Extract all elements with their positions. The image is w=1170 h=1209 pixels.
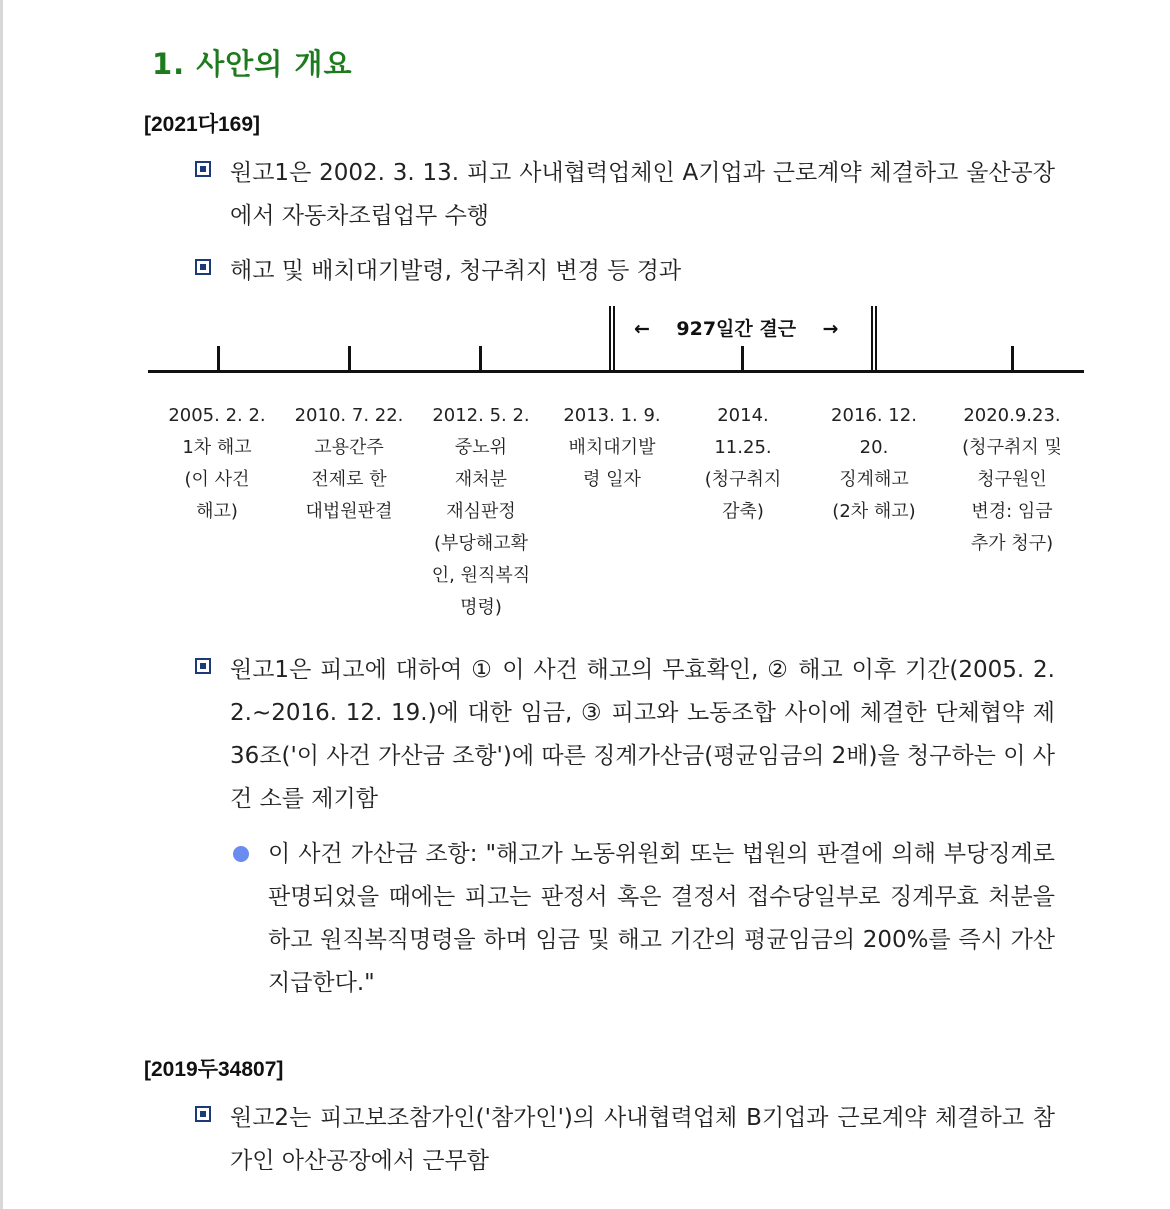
section-title: 1. 사안의 개요 [152, 47, 353, 81]
timeline-tick [1011, 346, 1014, 372]
timeline [148, 300, 1084, 630]
sub-text: 이 사건 가산금 조항: "해고가 노동위원회 또는 법원의 판결에 의해 부당징계로 판명되었을 때에는 피고는 판정서 혹은 결정서 접수당일부로 징계무효 처분을 하고 원직복직명령을 하며 임금 및 해고 기간의 평균임금의 200%를 즉시 가산 지급한다." [268, 841, 1055, 996]
timeline-event-2005: 2005. 2. 2. 1차 해고 (이 사건 해고) [168, 405, 266, 522]
timeline-tick [741, 346, 744, 372]
timeline-tick [348, 346, 351, 372]
span-start-marker [609, 306, 615, 372]
span-end-marker [871, 306, 877, 372]
case-label-2021da169: [2021다169] [144, 113, 261, 136]
bullet-text: 원고1은 피고에 대하여 ① 이 사건 해고의 무효확인, ② 해고 이후 기간(2005. 2. 2.~2016. 12. 19.)에 대한 임금, ③ 피고와 노동조합 사이에 체결한 단체협약 제36조('이 사건 가산금 조항')에 따른 징계가산금(평균임금의 2배)을 청구하는 이 사건 소를 제기함 [230, 657, 1055, 812]
square-bullet-icon [195, 658, 211, 674]
square-bullet-icon [195, 161, 211, 177]
sub-item-surcharge-clause [233, 833, 1055, 1005]
case-label-2019du34807: [2019두34807] [144, 1058, 284, 1081]
circle-bullet-icon [233, 846, 249, 862]
bullet-item-claim [195, 649, 1055, 821]
timeline-event-2010: 2010. 7. 22. 고용간주 전제로 한 대법원판결 [294, 405, 404, 522]
bullet-item-contract [195, 152, 1055, 238]
timeline-tick [217, 346, 220, 372]
bullet-item-history [195, 250, 1055, 293]
bullet-text: 원고2는 피고보조참가인('참가인')의 사내협력업체 B기업과 근로계약 체결하고 참가인 아산공장에서 근무함 [230, 1105, 1055, 1174]
timeline-tick [479, 346, 482, 372]
timeline-event-2012: 2012. 5. 2. 중노위 재처분 재심판정 (부당해고확 인, 원직복직 명령) [431, 405, 531, 618]
bullet-item-plaintiff2 [195, 1097, 1055, 1183]
bullet-text: 원고1은 2002. 3. 13. 피고 사내협력업체인 A기업과 근로계약 체결하고 울산공장에서 자동차조립업무 수행 [230, 160, 1055, 229]
timeline-event-2014: 2014. 11.25. (청구취지 감축) [704, 405, 782, 522]
page-left-edge [0, 0, 3, 1209]
timeline-event-2013: 2013. 1. 9. 배치대기발 령 일자 [563, 405, 661, 490]
absence-span-label: ← 927일간 결근 → [634, 318, 839, 340]
timeline-event-2016: 2016. 12. 20. 징계해고 (2차 해고) [831, 405, 917, 522]
timeline-event-2020: 2020.9.23. (청구취지 및 청구원인 변경: 임금 추가 청구) [962, 405, 1062, 554]
bullet-text: 해고 및 배치대기발령, 청구취지 변경 등 경과 [230, 258, 682, 284]
square-bullet-icon [195, 259, 211, 275]
square-bullet-icon [195, 1106, 211, 1122]
timeline-axis [148, 370, 1084, 373]
